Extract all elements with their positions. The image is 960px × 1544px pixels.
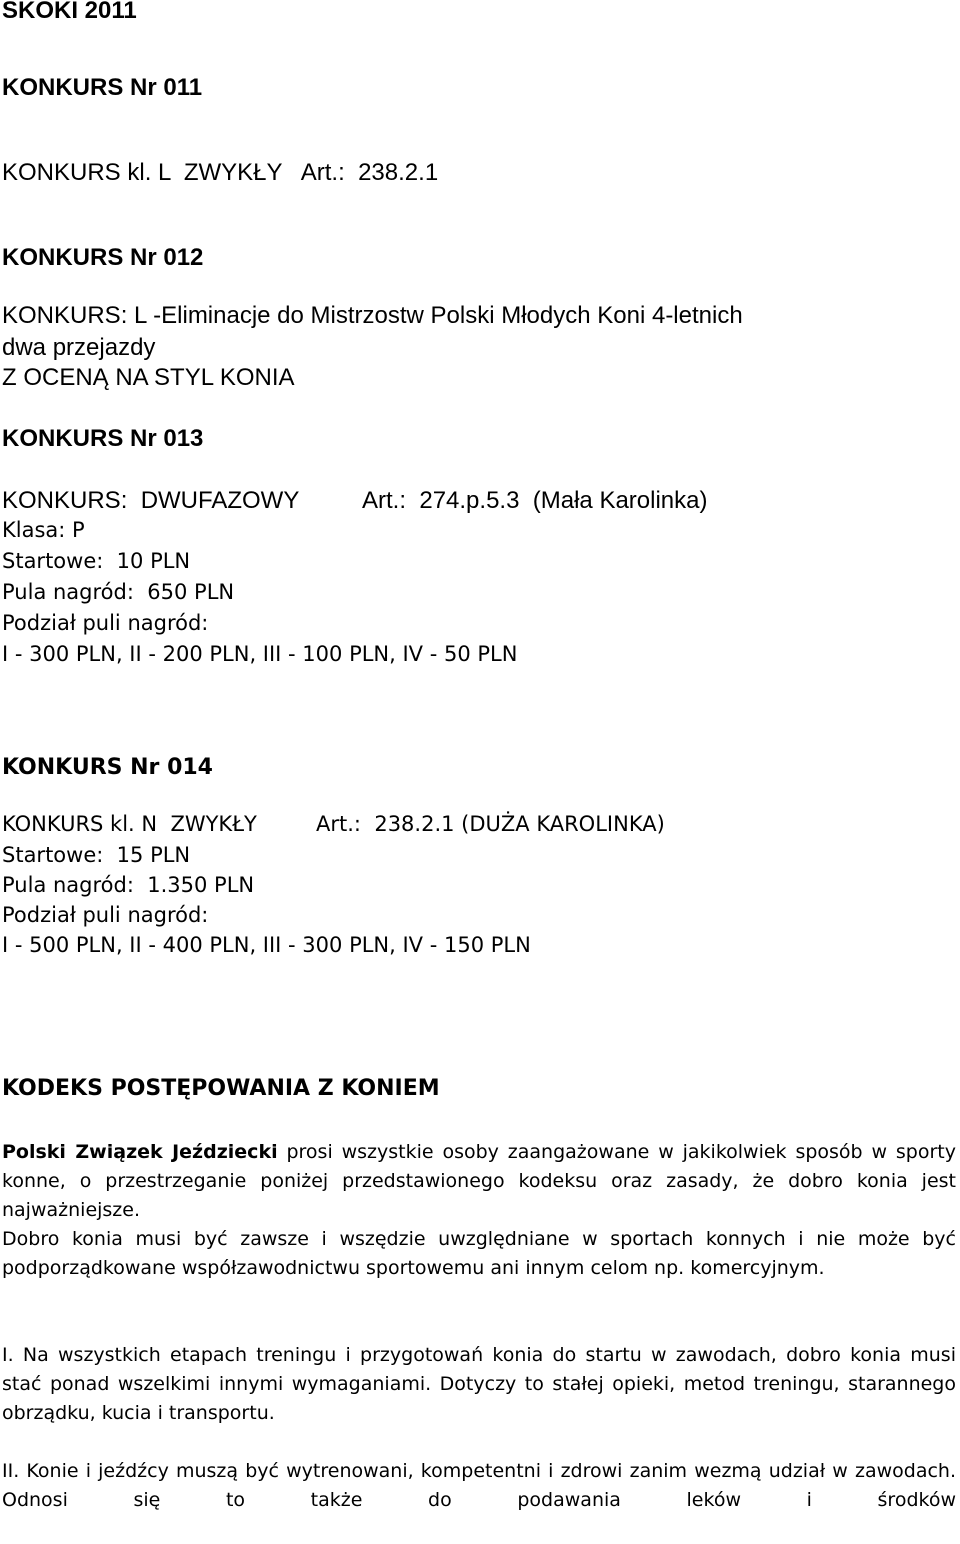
konkurs-013-startowe: Startowe: 10 PLN <box>2 549 191 573</box>
konkurs-014-article: Art.: 238.2.1 (DUŻA KAROLINKA) <box>316 812 665 836</box>
kodeks-paragraph-1 <box>2 1138 956 1225</box>
konkurs-011-heading: KONKURS Nr 011 <box>2 74 203 101</box>
konkurs-014-podzial-label: Podział puli nagród: <box>2 903 209 927</box>
kodeks-heading: KODEKS POSTĘPOWANIA Z KONIEM <box>2 1076 440 1101</box>
konkurs-014-startowe: Startowe: 15 PLN <box>2 843 191 867</box>
konkurs-013-article: Art.: 274.p.5.3 (Mała Karolinka) <box>362 487 708 514</box>
kodeks-paragraph-1-text: prosi wszystkie osoby zaangażowane w jakikolwiek sposób w sporty konne, o przestrzeganie poniżej przedstawionego kodeksu oraz zasady, że dobro konia jest najważniejsze. <box>2 1141 956 1221</box>
konkurs-012-line2: dwa przejazdy <box>2 334 156 361</box>
konkurs-014-podzial: I - 500 PLN, II - 400 PLN, III - 300 PLN, IV - 150 PLN <box>2 933 531 957</box>
konkurs-014-heading: KONKURS Nr 014 <box>2 755 213 780</box>
konkurs-013-pula: Pula nagród: 650 PLN <box>2 580 235 604</box>
konkurs-014-pula: Pula nagród: 1.350 PLN <box>2 873 255 897</box>
kodeks-paragraph-2: Dobro konia musi być zawsze i wszędzie uwzględniane w sportach konnych i nie może być podporządkowane współzawodnictwu sportowemu ani innym celom np. komercyjnym. <box>2 1228 956 1279</box>
konkurs-013-podzial-label: Podział puli nagród: <box>2 611 209 635</box>
konkurs-013-podzial: I - 300 PLN, II - 200 PLN, III - 100 PLN, IV - 50 PLN <box>2 642 518 666</box>
konkurs-013-type: KONKURS: DWUFAZOWY <box>2 487 300 514</box>
konkurs-012-line1: KONKURS: L -Eliminacje do Mistrzostw Polski Młodych Koni 4-letnich <box>2 302 743 329</box>
konkurs-013-heading: KONKURS Nr 013 <box>2 425 204 452</box>
konkurs-013-klasa: Klasa: P <box>2 518 85 542</box>
konkurs-012-heading: KONKURS Nr 012 <box>2 244 204 271</box>
kodeks-paragraph-3: I. Na wszystkich etapach treningu i przygotowań konia do startu w zawodach, dobro konia musi stać ponad wszelkimi innymi wymaganiami. Dotyczy to stałej opieki, metod treningu, starannego obrządku, kucia i transportu. <box>2 1344 956 1424</box>
organization-name: Polski Związek Jeździecki <box>2 1141 278 1163</box>
konkurs-011-line: KONKURS kl. L ZWYKŁY Art.: 238.2.1 <box>2 159 439 186</box>
konkurs-012-line3: Z OCENĄ NA STYL KONIA <box>2 364 295 391</box>
page-title: SKOKI 2011 <box>2 0 137 24</box>
kodeks-paragraph-4: II. Konie i jeźdźcy muszą być wytrenowani, kompetentni i zdrowi zanim wezmą udział w zawodach. Odnosi się to także do podawania leków i środków <box>2 1460 956 1511</box>
konkurs-014-type: KONKURS kl. N ZWYKŁY <box>2 812 257 836</box>
